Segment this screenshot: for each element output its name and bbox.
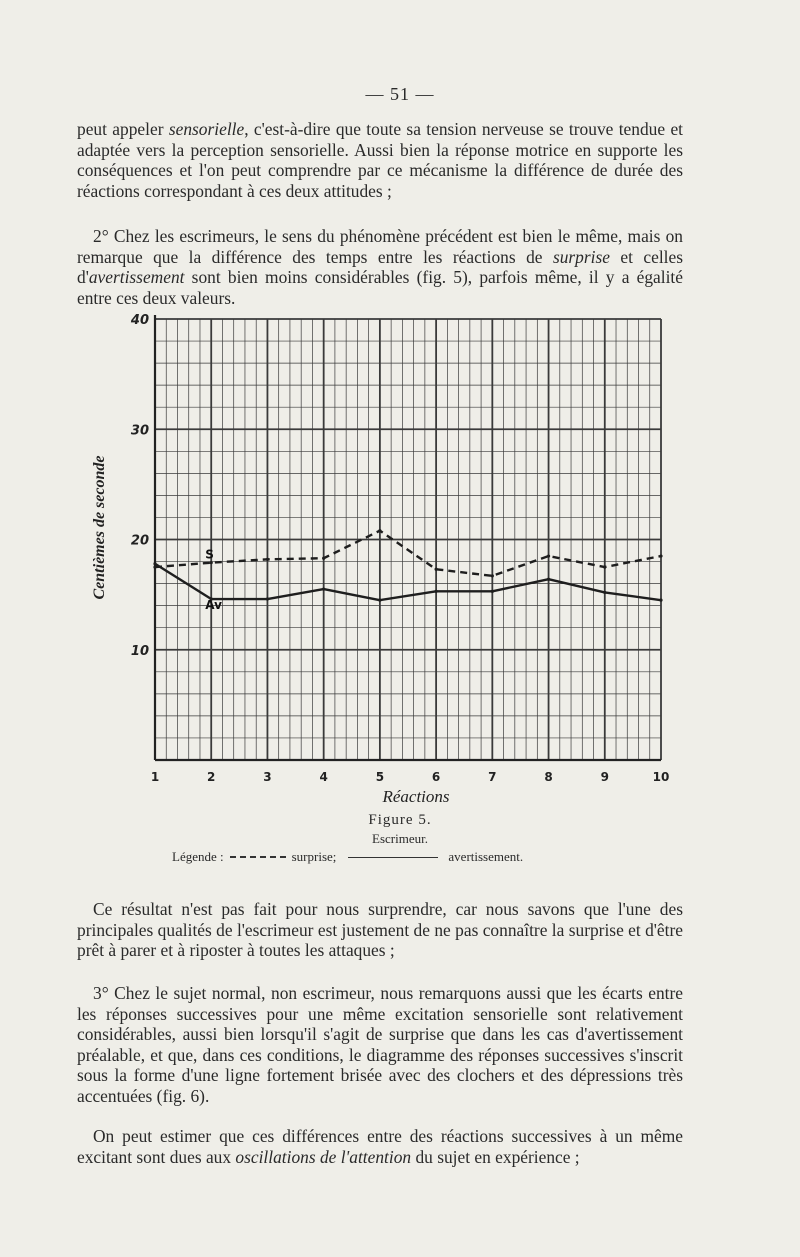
text-run: sont bien moins considérables (fig. 5), parfois même, il y a égalité entre ces deux valeurs. — [77, 267, 683, 308]
series-line-surprise — [155, 531, 661, 576]
data-point-surprise — [659, 554, 662, 557]
data-point-avertissement — [322, 588, 325, 591]
series-tag-surprise: S — [205, 547, 214, 562]
data-point-surprise — [547, 554, 550, 557]
paragraph-5 — [77, 1126, 683, 1167]
paragraph-4: 3° Chez le sujet normal, non escrimeur, nous remarquons aussi que les écarts entre les réponses successives pour une même excitation sensorielle sont relativement considérables, aussi bien lorsqu'il s'agit de surprise que dans les cas d'avertissement préalable, et que, dans ces conditions, le diagramme des réponses successives s'inscrit sous la forme d'une ligne fortement brisée avec des clochers et des dépressions très accentuées (fig. 6). — [77, 983, 683, 1106]
data-point-surprise — [435, 568, 438, 571]
paragraph-2 — [77, 226, 683, 308]
y-tick-label: 30 — [130, 423, 149, 439]
data-point-surprise — [491, 574, 494, 577]
x-tick-label: 6 — [431, 770, 441, 784]
data-point-avertissement — [491, 590, 494, 593]
text-run: On peut estimer que ces différences entre des réactions successives à un même excitant sont dues aux — [77, 1126, 683, 1167]
x-tick-label: 10 — [652, 770, 670, 784]
figure-subtitle: Escrimeur. — [372, 831, 428, 846]
data-point-avertissement — [547, 578, 550, 581]
x-tick-label: 2 — [207, 770, 216, 784]
data-point-avertissement — [378, 599, 381, 602]
paragraph-3: Ce résultat n'est pas fait pour nous surprendre, car nous savons que l'une des principales qualités de l'escrimeur est justement de ne pas connaître la surprise et d'être prêt à parer et à riposter à toutes les attaques ; — [77, 899, 683, 961]
y-tick-label: 20 — [130, 533, 149, 549]
x-tick-label: 7 — [488, 770, 497, 784]
data-point-avertissement — [435, 590, 438, 593]
data-point-surprise — [266, 558, 269, 561]
emphasis: avertissement — [88, 267, 185, 288]
legend — [172, 849, 523, 865]
x-tick-label: 3 — [263, 770, 272, 784]
data-point-surprise — [378, 529, 381, 532]
legend-solid-sample — [348, 857, 438, 858]
x-tick-label: 4 — [319, 770, 328, 784]
x-tick-label: 1 — [150, 770, 160, 784]
x-tick-label: 5 — [375, 770, 385, 784]
paragraph-1 — [77, 119, 683, 201]
y-axis-label: Centièmes de seconde — [91, 455, 108, 600]
text-run: peut appeler — [77, 119, 169, 139]
y-tick-label: 10 — [130, 643, 149, 659]
figure-title: Figure 5. — [368, 812, 432, 828]
legend-avertissement: avertissement. — [448, 849, 524, 864]
x-axis-label: Réactions — [382, 787, 450, 806]
series-line-avertissement — [155, 564, 661, 600]
page-number: — 51 — — [365, 84, 435, 104]
legend-surprise: surprise; — [291, 849, 337, 864]
data-point-surprise — [322, 557, 325, 560]
data-point-avertissement — [603, 591, 606, 594]
text-run: , c'est-à-dire que toute sa tension nerveuse se trouve tendue et adaptée vers la perception sensorielle. Aussi bien la réponse motrice en supporte les conséquences et l'on peut comprendre par ce mécanisme la différence de durée des réactions correspondant à ces deux attitudes ; — [77, 119, 683, 201]
data-point-surprise — [603, 565, 606, 568]
legend-prefix: Légende : — [172, 849, 224, 864]
y-tick-label: 40 — [130, 313, 149, 328]
emphasis: surprise — [552, 246, 610, 267]
emphasis: sensorielle — [168, 119, 245, 139]
data-point-surprise — [153, 565, 156, 568]
text-run: du sujet en expérience ; — [411, 1146, 580, 1167]
emphasis: oscillations de l'attention — [235, 1146, 412, 1167]
data-point-avertissement — [153, 562, 156, 565]
x-tick-label: 9 — [600, 770, 609, 784]
x-tick-label: 8 — [544, 770, 553, 784]
data-point-avertissement — [659, 599, 662, 602]
series-tag-avertissement: Av — [205, 598, 222, 613]
reaction-chart — [80, 300, 700, 810]
legend-dashed-sample — [230, 856, 286, 858]
data-point-avertissement — [266, 597, 269, 600]
text-run: 2° Chez les escrimeurs, le sens du phénomène précédent est bien le même, mais on remarque que la différence des temps entre les réactions de — [77, 226, 683, 267]
text-run: et celles d' — [77, 246, 683, 288]
